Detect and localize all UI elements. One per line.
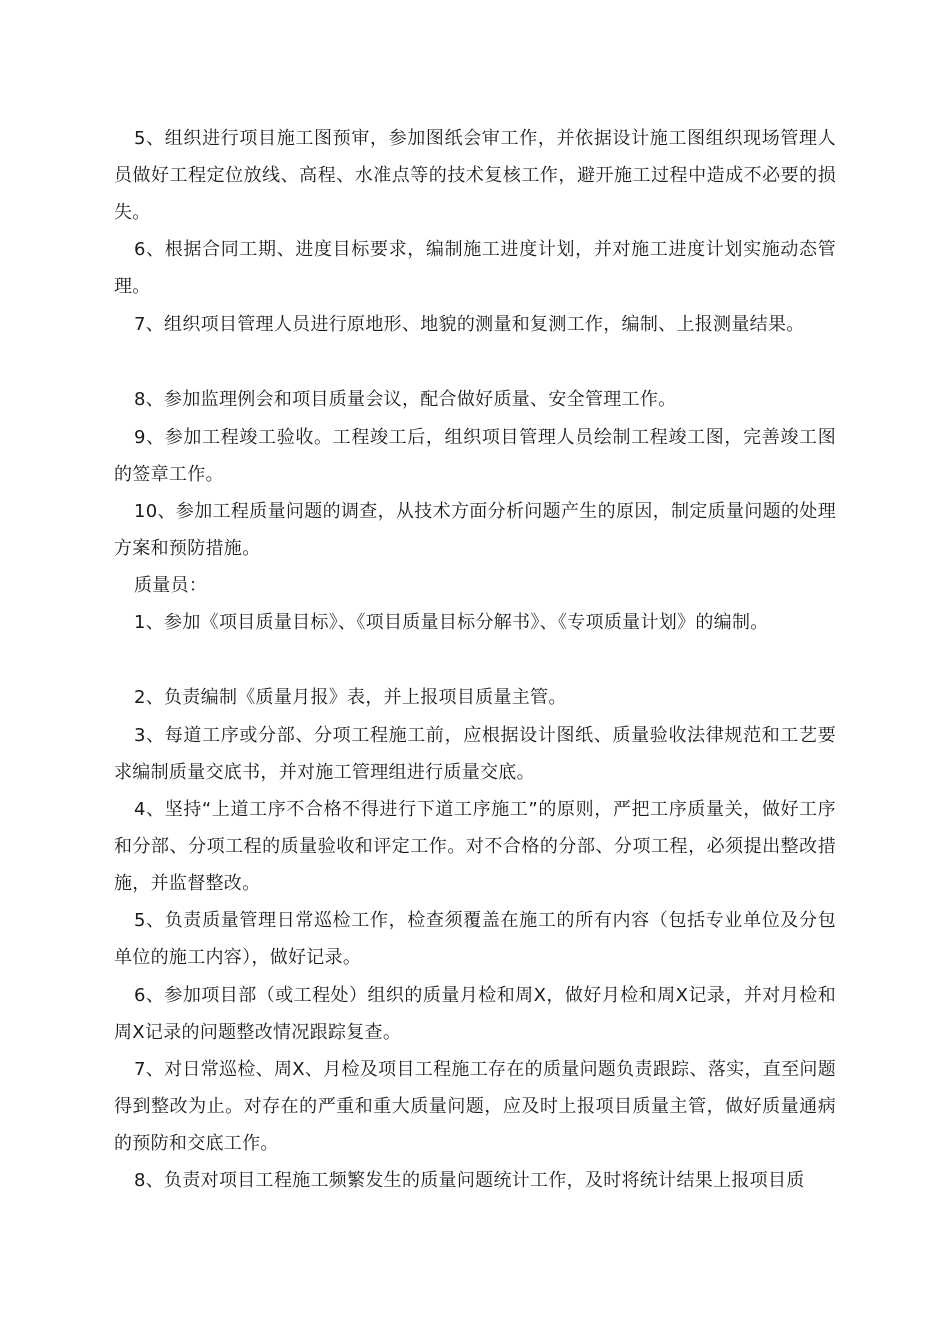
paragraph-tech-7: 7、组织项目管理人员进行原地形、地貌的测量和复测工作，编制、上报测量结果。 bbox=[134, 314, 805, 335]
paragraph-tech-5: 5、组织进行项目施工图预审，参加图纸会审工作，并依据设计施工图组织现场管理人员做好工程定位放线、高程、水准点等的技术复核工作，避开施工过程中造成不必要的损失。 bbox=[114, 128, 836, 223]
paragraph-quality-2: 2、负责编制《质量月报》表，并上报项目质量主管。 bbox=[134, 687, 567, 708]
paragraph-tech-10: 10、参加工程质量问题的调查，从技术方面分析问题产生的原因，制定质量问题的处理方案和预防措施。 bbox=[114, 501, 836, 559]
paragraph-quality-4: 4、坚持“上道工序不合格不得进行下道工序施工”的原则，严把工序质量关，做好工序和分部、分项工程的质量验收和评定工作。对不合格的分部、分项工程，必须提出整改措施，并监督整改。 bbox=[114, 799, 836, 894]
paragraph-tech-6: 6、根据合同工期、进度目标要求，编制施工进度计划，并对施工进度计划实施动态管理。 bbox=[114, 239, 836, 297]
paragraph-tech-8: 8、参加监理例会和项目质量会议，配合做好质量、安全管理工作。 bbox=[134, 389, 677, 410]
section-heading-quality-officer: 质量员： bbox=[134, 575, 208, 596]
paragraph-quality-6: 6、参加项目部（或工程处）组织的质量月检和周X，做好月检和周X记录，并对月检和周X记录的问题整改情况跟踪复查。 bbox=[114, 985, 836, 1043]
paragraph-quality-5: 5、负责质量管理日常巡检工作，检查须覆盖在施工的所有内容（包括专业单位及分包单位的施工内容），做好记录。 bbox=[114, 910, 836, 968]
paragraph-quality-7: 7、对日常巡检、周X、月检及项目工程施工存在的质量问题负责跟踪、落实，直至问题得到整改为止。对存在的严重和重大质量问题，应及时上报项目质量主管，做好质量通病的预防和交底工作。 bbox=[114, 1059, 836, 1154]
paragraph-quality-8: 8、负责对项目工程施工频繁发生的质量问题统计工作，及时将统计结果上报项目质 bbox=[134, 1170, 805, 1191]
paragraph-tech-9: 9、参加工程竣工验收。工程竣工后，组织项目管理人员绘制工程竣工图，完善竣工图的签章工作。 bbox=[114, 427, 836, 485]
paragraph-quality-3: 3、每道工序或分部、分项工程施工前，应根据设计图纸、质量验收法律规范和工艺要求编制质量交底书，并对施工管理组进行质量交底。 bbox=[114, 725, 836, 783]
paragraph-quality-1: 1、参加《项目质量目标》、《项目质量目标分解书》、《专项质量计划》的编制。 bbox=[134, 612, 769, 633]
